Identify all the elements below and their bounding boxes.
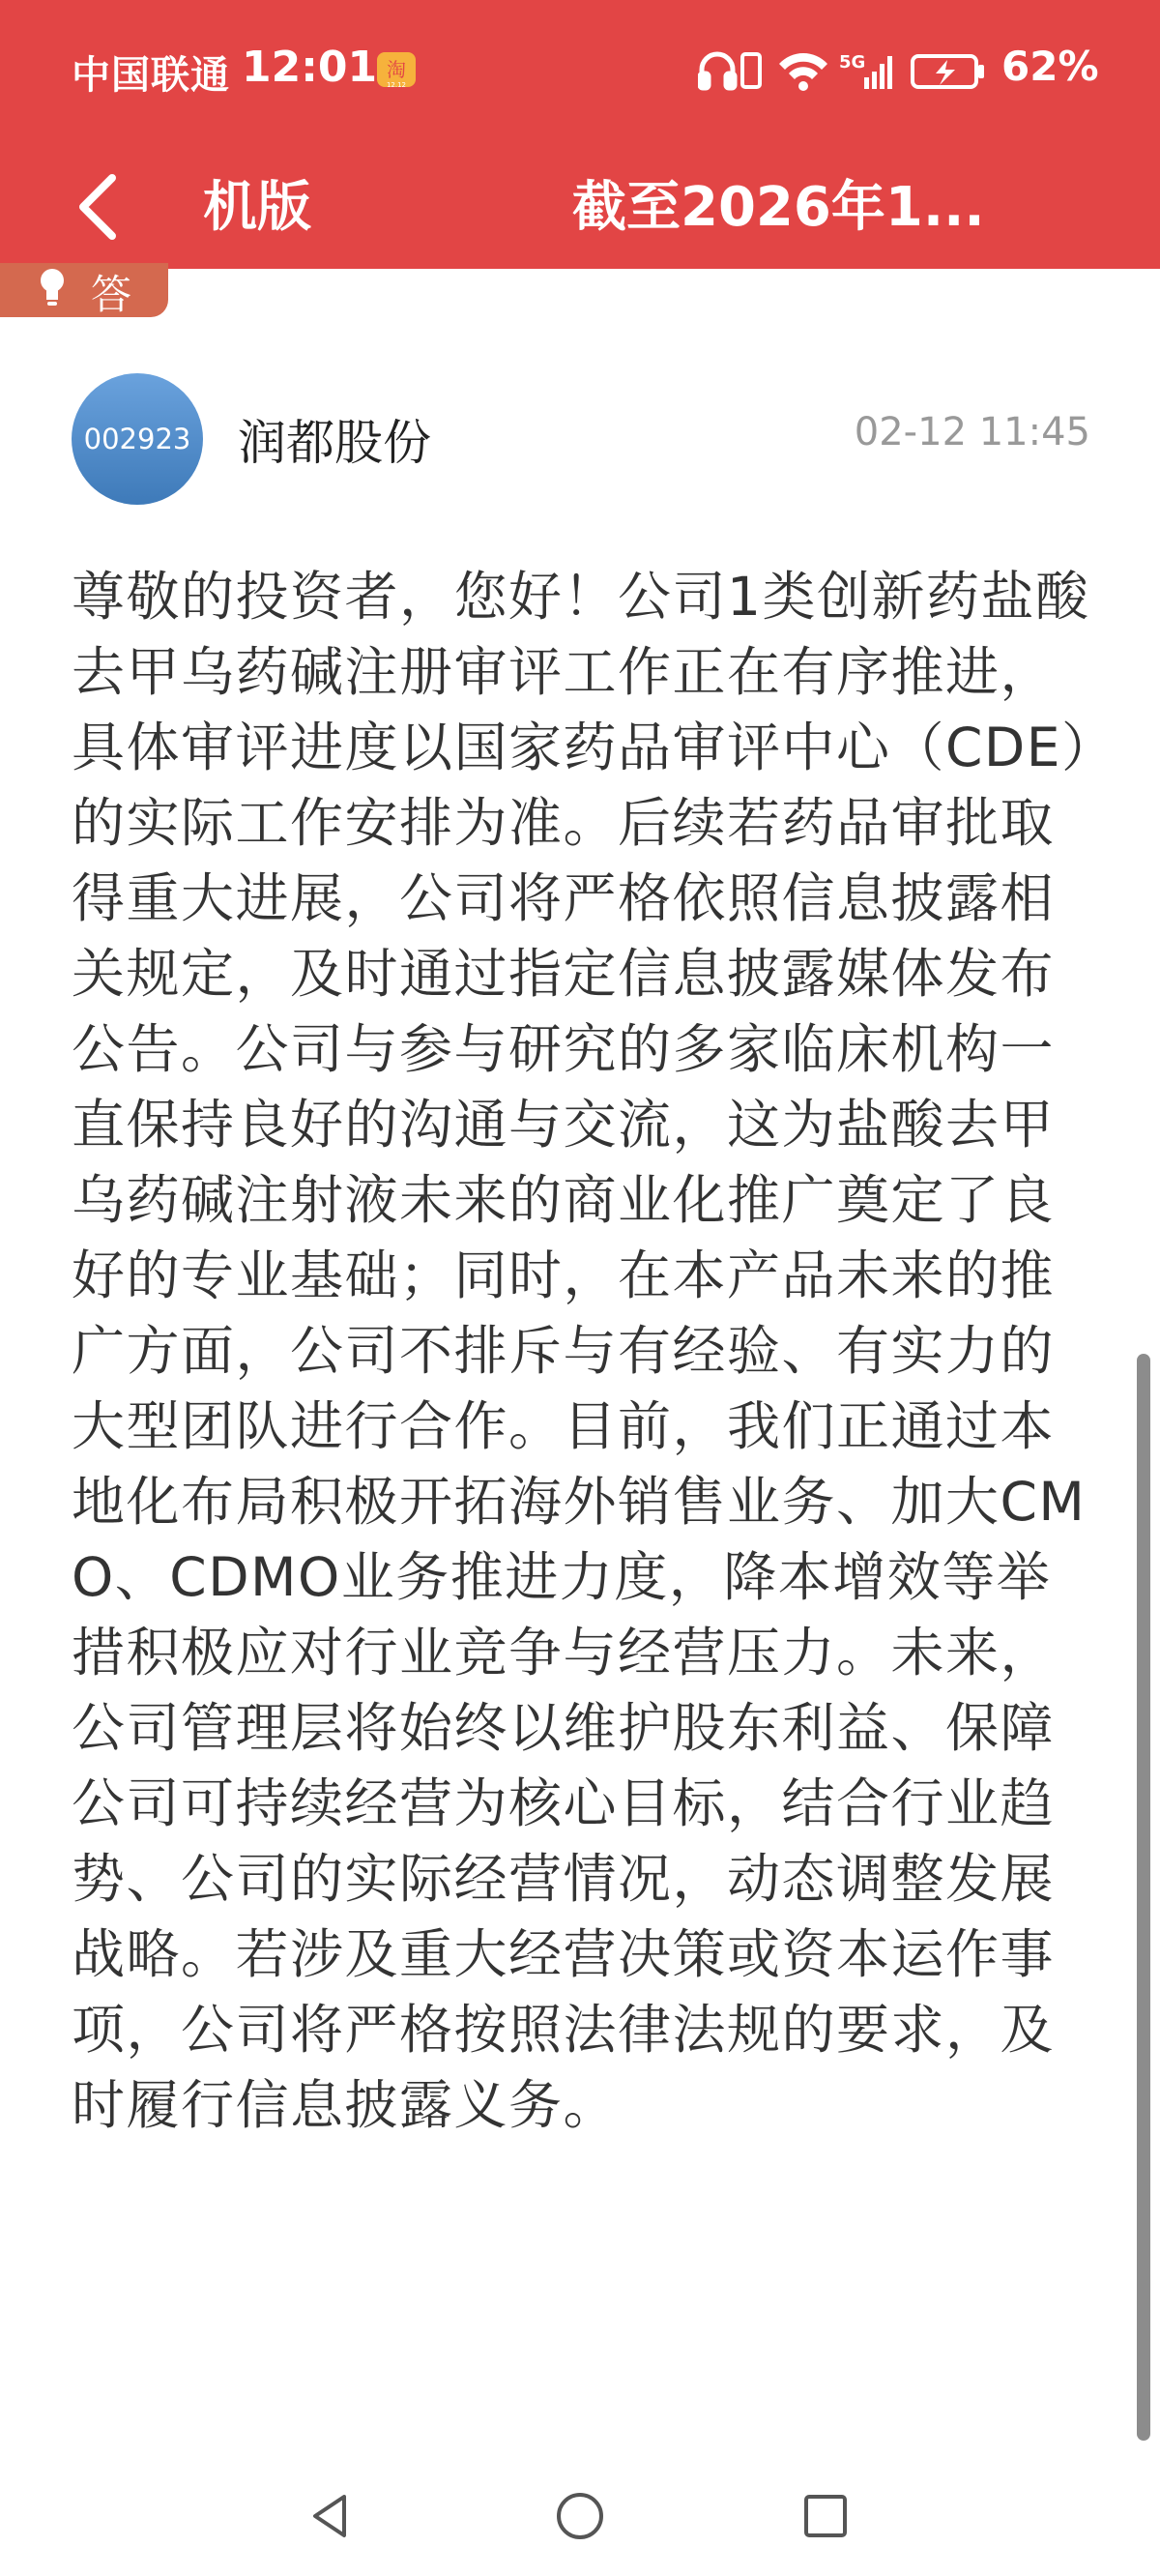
battery-icon (913, 56, 984, 87)
status-bar (0, 0, 1160, 145)
battery-percent: 62% (1001, 43, 1099, 90)
vibrate-icon (742, 54, 760, 87)
post-timestamp: 02-12 11:45 (854, 410, 1090, 454)
answer-tag (0, 263, 168, 317)
company-avatar[interactable]: 002923 (72, 373, 203, 505)
recents-square-icon[interactable] (795, 2485, 856, 2547)
headphones-icon (700, 54, 735, 88)
svg-text:12.12: 12.12 (386, 81, 407, 89)
carrier-name: 中国联通 (72, 53, 230, 98)
system-nav-bar (0, 2456, 1160, 2576)
scrollbar[interactable] (1137, 1354, 1150, 2441)
chevron-left-icon[interactable] (70, 159, 128, 255)
svg-text:淘: 淘 (387, 58, 406, 81)
wifi-icon (779, 53, 827, 91)
nav-left-title: 机版 (203, 176, 311, 239)
status-icons (698, 46, 988, 95)
svg-text:5G: 5G (839, 52, 866, 73)
back-triangle-icon[interactable] (300, 2485, 362, 2547)
company-name[interactable]: 润都股份 (238, 415, 431, 471)
status-time: 12:01 (242, 43, 378, 92)
app-header (0, 0, 1160, 269)
taobao-app-icon (373, 46, 420, 93)
nav-bar (0, 145, 1160, 269)
5g-signal-icon (839, 52, 892, 89)
lightbulb-icon (35, 267, 70, 307)
answer-body-text: 尊敬的投资者，您好！公司1类创新药盐酸去甲乌药碱注册审评工作正在有序推进，具体审评进度以国家药品审评中心（CDE）的实际工作安排为准。后续若药品审批取得重大进展，公司将严格依照信息披露相关规定，及时通过指定信息披露媒体发布公告。公司与参与研究的多家临床机构一直保持良好的沟通与交流，这为盐酸去甲乌药碱注射液未来的商业化推广奠定了良好的专业基础；同时，在本产品未来的推广方面，公司不排斥与有经验、有实力的大型团队进行合作。目前，我们正通过本地化布局积极开拓海外销售业务、加大CMO、CDMO业务推进力度，降本增效等举措积极应对行业竞争与经营压力。未来，公司管理层将始终以维护股东利益、保障公司可持续经营为核心目标，结合行业趋势、公司的实际经营情况，动态调整发展战略。若涉及重大经营决策或资本运作事项，公司将严格按照法律法规的要求，及时履行信息披露义务。 (72, 566, 1090, 2136)
page-title: 截至2026年1... (572, 176, 985, 239)
answer-tag-label: 答 (91, 271, 132, 318)
home-circle-icon[interactable] (549, 2485, 611, 2547)
